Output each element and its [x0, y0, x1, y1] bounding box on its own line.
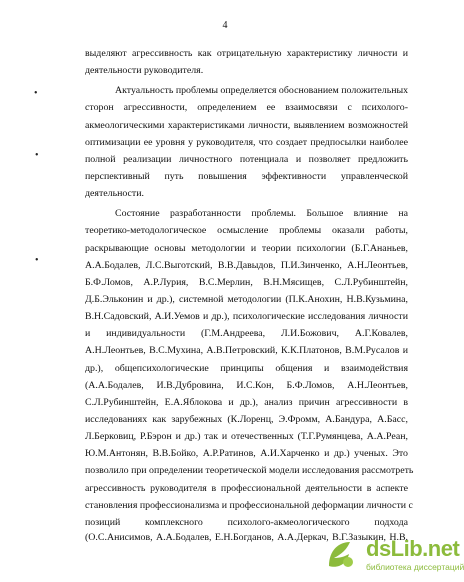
scan-speck: •: [35, 150, 39, 161]
scan-speck: •: [34, 88, 38, 99]
body-line: Состояние разработанности проблемы. Большое влияние на: [115, 208, 408, 219]
body-line: Б.Ф.Ломов, А.Р.Лурия, В.С.Мерлин, В.Н.Мясищев, С.Л.Рубинштейн,: [85, 277, 408, 288]
body-line: выделяют агрессивность как отрицательную характеристику личности и: [85, 48, 408, 59]
watermark-name: dsLib.net: [366, 536, 460, 561]
body-line: др.), общепсихологические принципы общения и взаимодействия: [85, 363, 408, 374]
body-line: полной реализации личностного потенциала и позволяет предложить: [85, 154, 408, 165]
body-line: В.Н.Садовский, А.И.Уемов и др.), психологические исследования личности: [85, 311, 408, 322]
body-line: становления профессионализма и профессиональной деформации личности с: [85, 500, 413, 511]
body-line: агрессивность руководителя в профессиональной деятельности в аспекте: [85, 483, 408, 494]
dslib-watermark: [322, 536, 464, 576]
body-line: исследованиях как зарубежных (К.Лоренц, Э.Фромм, А.Бандура, А.Басс,: [85, 414, 408, 425]
body-line: перспективный путь повышения эффективности управленческой: [85, 171, 408, 182]
body-line: Ю.М.Антонян, В.В.Бойко, А.Р.Ратинов, А.И.Харченко и др.) ученых. Это: [85, 448, 408, 459]
dslib-logo-icon: [322, 536, 366, 576]
body-line: Актуальность проблемы определяется обоснованием положительных: [115, 85, 409, 96]
body-line: Д.Б.Эльконин и др.), системной методологии (П.К.Анохин, Н.В.Кузьмина,: [85, 294, 408, 305]
page-number: 4: [222, 20, 228, 31]
body-line: позволило при определении теоретической модели исследования рассмотреть: [85, 465, 414, 476]
body-line: С.Л.Рубинштейн, Е.А.Яблокова и др.), анализ причин агрессивности в: [85, 397, 408, 408]
body-line: сторон агрессивности, определением ее взаимосвязи с психолого-: [85, 102, 408, 113]
watermark-subtitle: библиотека диссертаций: [366, 562, 464, 572]
body-line: раскрывающие основы методологии и теории психологии (Б.Г.Ананьев,: [85, 243, 408, 254]
body-line: А.Н.Леонтьев, В.С.Мухина, А.В.Петровский, К.К.Платонов, В.М.Русалов и: [85, 345, 408, 356]
body-line: деятельности.: [85, 188, 144, 199]
body-line: оптимизации ее уровня у руководителя, что создает предпосылки наиболее: [85, 137, 408, 148]
body-line: и индивидуальности (Г.М.Андреева, Л.И.Божович, А.Г.Ковалев,: [85, 328, 408, 339]
body-line: Л.Берковиц, Р.Бэрон и др.) так и отечественных (Т.Г.Румянцева, А.А.Реан,: [85, 431, 408, 442]
scan-speck: •: [35, 255, 39, 266]
body-line: (О.С.Анисимов, А.А.Бодалев, Е.Н.Богданов, А.А.Деркач, В.Г.Зазыкин, Н.В.: [85, 532, 408, 543]
body-line: акмеологическими характеристиками личности, выявлением возможностей: [85, 120, 408, 131]
body-line: деятельности руководителя.: [85, 65, 204, 76]
body-line: (А.А.Бодалев, И.В.Дубровина, И.С.Кон, Б.Ф.Ломов, А.Н.Леонтьев,: [85, 380, 408, 391]
body-line: позиций комплексного психолого-акмеологического подхода: [85, 517, 408, 528]
body-line: теоретико-методологическое осмысление проблемы оказали работы,: [85, 225, 408, 236]
body-line: А.А.Бодалев, Л.С.Выготский, В.В.Давыдов, П.И.Зинченко, А.Н.Леонтьев,: [85, 260, 408, 271]
